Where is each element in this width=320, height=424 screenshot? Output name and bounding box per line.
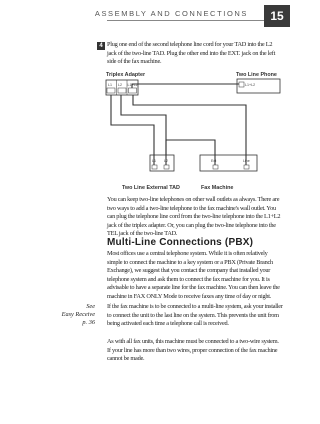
paragraph-two-line-phones: You can keep two-line telephones on other wall outlets as always. There are two ways to add a two-line telephone to the fax machine's wall outlet. You can plug the telephone line cord from the two-line telephone into the L1+L2 jack of the triplex adapter. Or, you can plug the two-line telephone into the TEL jack of the two-line TAD. xyxy=(107,196,281,238)
paragraph-two-wire-system: As with all fax units, this machine must be connected to a two-wire system. If your line has more than two wires, proper connection of the fax machine cannot be made. xyxy=(107,338,279,363)
adapter-jack-l1l2: L1+L2 xyxy=(127,83,138,87)
triplex-adapter-label: Triplex Adapter xyxy=(106,72,146,78)
page-number-tab: 15 xyxy=(264,5,290,27)
paragraph-multi-line-system: If the fax machine is to be connected to a multi-line system, ask your installer to connect the unit to the last line on the system. This prevents the unit from being activated each time a telephone call is received. xyxy=(107,303,283,328)
two-line-phone-label: Two Line Phone xyxy=(236,72,277,78)
fax-machine-box xyxy=(200,155,257,171)
paragraph-pbx-intro: Most offices use a central telephone system. While it is often relatively simple to connect the machine to a key system or a PBX (Private Branch Exchange), we suggest that you contact the company that installed your telephone system and ask them to connect the fax machine for you. It is advisable to have a separate line for the fax machine. You can then leave the machine in FAX ONLY Mode to receive faxes any time of day or night. xyxy=(107,250,280,300)
adapter-jack-l1: L1 xyxy=(108,83,112,87)
triplex-adapter xyxy=(106,80,138,95)
sidenote-see-easy-receive xyxy=(40,303,95,327)
sidenote-line-title: Easy Receive xyxy=(61,311,95,318)
phone-jack-l1l2: L1+L2 xyxy=(245,83,256,87)
tad-jack-l1: L1 xyxy=(152,159,156,163)
section-heading-pbx: Multi-Line Connections (PBX) xyxy=(107,237,254,248)
sidenote-line-page: p. 36 xyxy=(82,319,95,326)
cord-adapter-to-fax-line xyxy=(133,95,246,165)
fax-jack-ext: Ext xyxy=(211,159,217,163)
external-tad-label: Two Line External TAD xyxy=(122,185,180,191)
adapter-jack-l2: L2 xyxy=(118,83,122,87)
sidenote-line-see: See xyxy=(86,303,95,310)
tad-jack-l2: L2 xyxy=(164,159,168,163)
fax-jack-line: Line xyxy=(243,159,250,163)
two-line-phone xyxy=(237,79,280,93)
running-header: ASSEMBLY AND CONNECTIONS xyxy=(94,9,248,18)
step-text: Plug one end of the second telephone line cord for your TAD into the L2 jack of the two-line TAD. Plug the other end into the EXT. jack on the left side of the fax machine. xyxy=(107,41,276,66)
fax-machine-label: Fax Machine xyxy=(201,185,234,191)
step-number-badge: 4 xyxy=(97,42,105,50)
cord-adapter-to-phone xyxy=(132,84,239,88)
cord-tad-to-fax-ext xyxy=(166,140,215,165)
